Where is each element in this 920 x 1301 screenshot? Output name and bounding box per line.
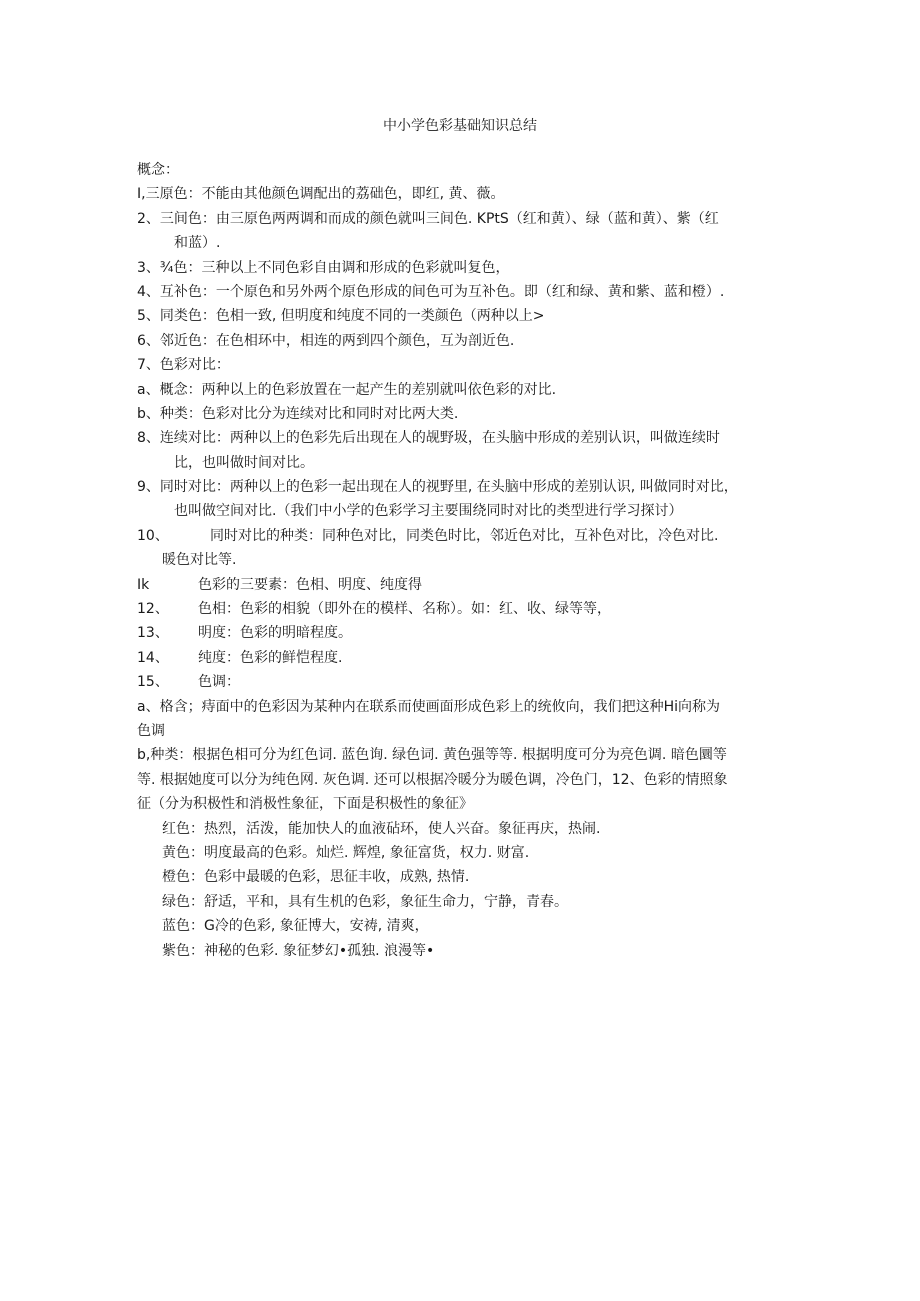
item-text: 纯度：色彩的鲜恺程度. [198,649,343,666]
item-number: 12、 [137,601,169,618]
numbered-line [137,573,797,597]
numbered-line [137,524,797,548]
document-body [137,158,797,963]
numbered-line [137,646,797,670]
item-number: 10、 [137,527,169,544]
text-line: 色调 [137,722,165,739]
item-number: 15、 [137,674,169,691]
text-line: 也叫做空间对比.（我们中小学的色彩学习主要围绕同时对比的类型进行学习探讨） [174,503,683,520]
item-text: 明度：色彩的明暗程度。 [198,625,352,642]
color-meaning-green: 绿色：舒适，平和，具有生机的色彩，象征生命力，宁静，青春。 [162,893,568,910]
text-line: a、格含；痔面中的色彩因为某种内在联系而使画面形成色彩上的统攸向，我们把这种Hi向称为 [137,698,720,715]
text-line: 4、互补色：一个原色和另外两个原色形成的间色可为互补色。即（红和绿、黄和紫、蓝和橙）. [137,283,725,300]
item-text: 色调： [198,674,240,691]
text-line: b、种类：色彩对比分为连续对比和同时对比两大类. [137,405,459,422]
color-meaning-yellow: 黄色：明度最高的色彩。灿烂. 辉煌, 象征富货，权力. 财富. [162,844,530,861]
item-number: 13、 [137,625,169,642]
item-number: 14、 [137,649,169,666]
numbered-line [137,621,797,645]
text-line: 比，也叫做时间对比。 [174,454,314,471]
text-line: 7、色彩对比： [137,357,230,374]
color-meaning-orange: 橙色：色彩中最暖的色彩，思征丰收，成熟, 热情. [162,869,470,886]
item-text: 同时对比的种类：同种色对比，同类色时比，邻近色对比，互补色对比，冷色对比. [210,527,719,544]
text-line: 等. 根据她度可以分为纯色网. 灰色调. 还可以根据冷暖分为暖色调，冷色门，12、色彩的情照象 [137,771,728,788]
text-line: 5、同类色：色相一致, 但明度和纯度不同的一类颜色（两种以上> [137,308,545,325]
text-line: 6、邻近色：在色相环中，相连的两到四个颜色，互为剖近色. [137,332,515,349]
item-number: Ik [137,576,150,593]
document-title: 中小学色彩基础知识总结 [383,118,537,134]
text-line: 和蓝）. [174,235,221,252]
text-line: 2、三间色：由三原色两两调和而成的颜色就叫三间色. KPtS（红和黄）、绿（蓝和黄）、紫（红 [137,210,719,227]
text-line: 9、同时对比：两种以上的色彩一起出现在人的视野里, 在头脑中形成的差别认识, 叫做同时对比， [137,479,738,496]
text-line: a、概念：两种以上的色彩放置在一起产生的差别就叫依色彩的对比. [137,381,557,398]
text-line: 概念： [137,162,179,178]
color-meaning-blue: 蓝色：G冷的色彩, 象征博大，安祷, 清爽， [162,918,429,935]
text-line: I,三原色：不能由其他颜色调配出的荔础色，即红, 黄、薇。 [137,186,505,203]
numbered-line [137,670,797,694]
text-line: 3、¾色：三种以上不同色彩自由调和形成的色彩就叫复色， [137,259,510,276]
text-line: 暖色对比等. [162,552,237,569]
color-meaning-purple: 紫色：神秘的色彩. 象征梦幻•孤独. 浪漫等• [162,942,435,959]
item-text: 色彩的三要素：色相、明度、纯度得 [198,576,422,593]
text-line: 征（分为积极性和消极性象征，下面是积极性的象征》 [137,796,473,813]
numbered-line [137,597,797,621]
text-line: 8、连续对比：两种以上的色彩先后出现在人的觇野圾，在头脑中形成的差别认识，叫做连续时 [137,430,720,447]
text-line: b,种类：根据色相可分为红色词. 蓝色询. 绿色词. 黄色强等等. 根据明度可分为亮色调. 暗色圜等 [137,747,727,764]
color-meaning-red: 红色：热烈，活泼，能加快人的血液砧环，使人兴奋。象征再庆，热闹. [162,820,601,837]
item-text: 色相：色彩的相貌（即外在的模样、名称）。如：红、收、绿等等， [198,601,611,618]
